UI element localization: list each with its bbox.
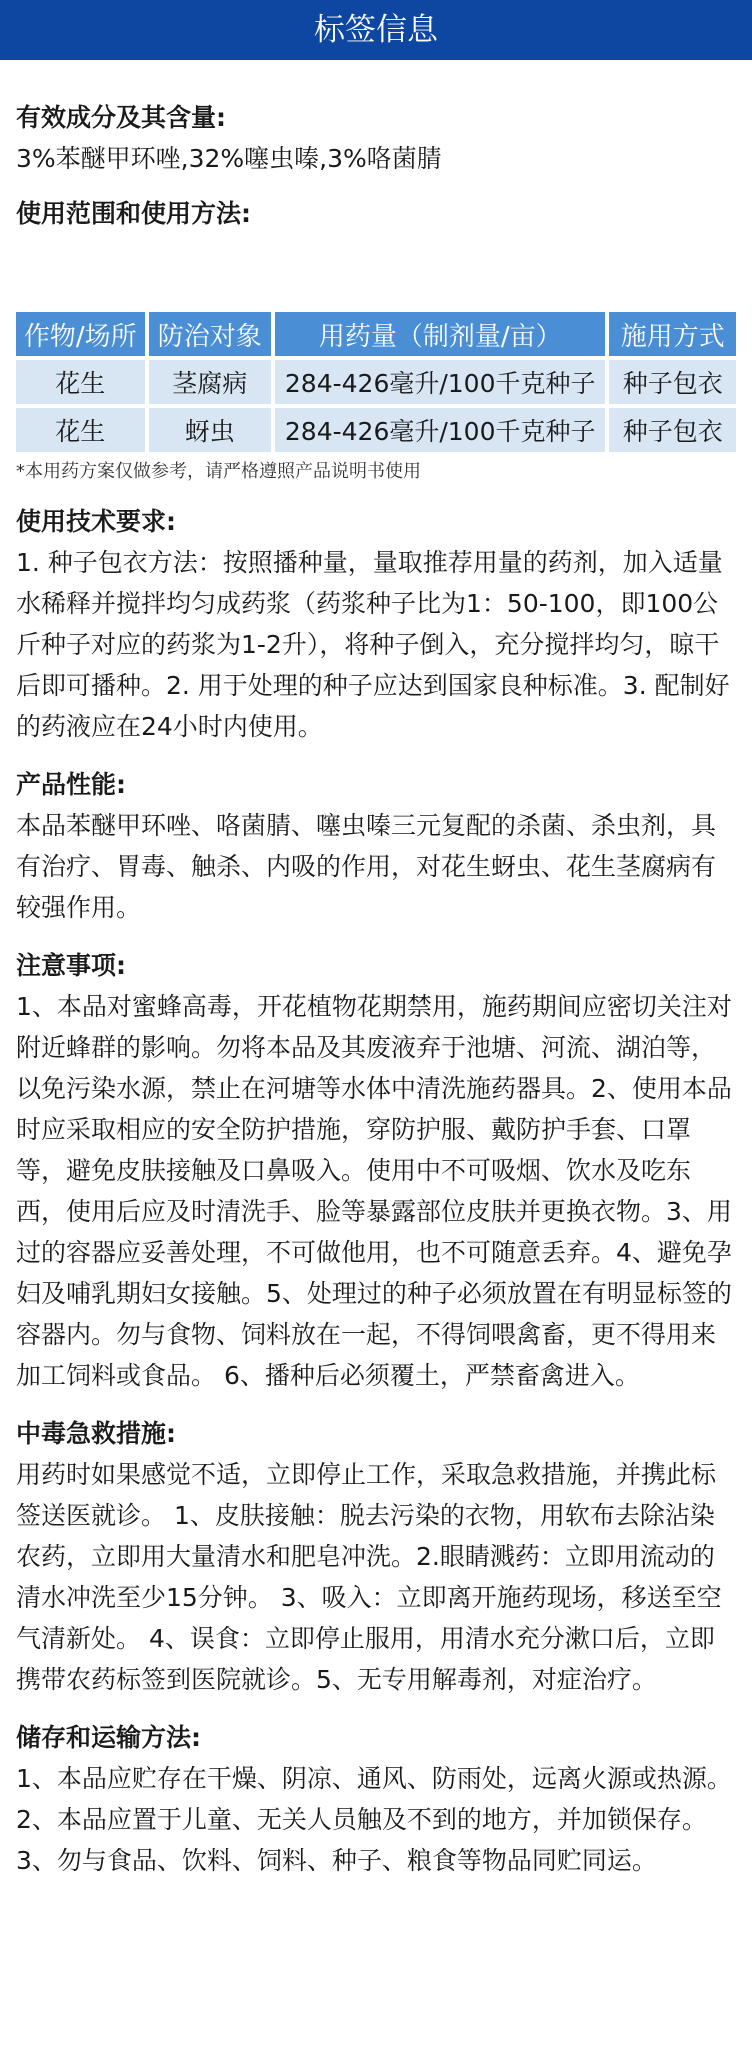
table-cell: 茎腐病 (149, 360, 271, 404)
label-content (0, 98, 752, 1881)
page-header (0, 0, 752, 60)
table-header-cell: 防治对象 (149, 312, 271, 356)
performance-text: 本品苯醚甲环唑、咯菌腈、噻虫嗪三元复配的杀菌、杀虫剂，具有治疗、胃毒、触杀、内吸的作用，对花生蚜虫、花生茎腐病有较强作用。 (16, 811, 717, 922)
notice-title: 注意事项: (16, 951, 126, 980)
performance-title: 产品性能: (16, 770, 126, 799)
firstaid-title: 中毒急救措施: (16, 1419, 176, 1448)
usage-table (12, 308, 740, 456)
storage-text: 1、本品应贮存在干燥、阴凉、通风、防雨处，远离火源或热源。2、本品应置于儿童、无关人员触及不到的地方，并加锁保存。3、勿与食品、饮料、饲料、种子、粮食等物品同贮同运。 (16, 1764, 732, 1875)
table-cell: 蚜虫 (149, 408, 271, 452)
table-cell: 花生 (16, 360, 145, 404)
table-cell: 花生 (16, 408, 145, 452)
firstaid-section (16, 1414, 736, 1700)
firstaid-text: 用药时如果感觉不适，立即停止工作，采取急救措施，并携此标签送医就诊。 1、皮肤接触：脱去污染的衣物，用软布去除沾染农药，立即用大量清水和肥皂冲洗。2.眼睛溅药：立即用流动的清水冲洗至少15分钟。 3、吸入：立即离开施药现场，移送至空气清新处。 4、误食：立即停止服用，用清水充分漱口后，立即携带农药标签到医院就诊。5、无专用解毒剂，对症治疗。 (16, 1460, 722, 1694)
table-cell: 284-426毫升/100千克种子 (275, 360, 606, 404)
table-row (16, 360, 736, 404)
table-header-cell: 用药量（制剂量/亩） (275, 312, 606, 356)
table-cell: 种子包衣 (609, 360, 736, 404)
storage-title: 储存和运输方法: (16, 1723, 201, 1752)
notice-section (16, 946, 736, 1396)
performance-section (16, 765, 736, 928)
page-title: 标签信息 (314, 12, 438, 48)
table-header-row (16, 312, 736, 356)
table-row (16, 408, 736, 452)
table-cell: 284-426毫升/100千克种子 (275, 408, 606, 452)
table-header-cell: 作物/场所 (16, 312, 145, 356)
tech-text: 1. 种子包衣方法：按照播种量，量取推荐用量的药剂，加入适量水稀释并搅拌均匀成药浆（药浆种子比为1：50-100，即100公斤种子对应的药浆为1-2升），将种子倒入，充分搅拌均匀，晾干后即可播种。2. 用于处理的种子应达到国家良种标准。3. 配制好的药液应在24小时内使用。 (16, 548, 730, 741)
table-footnote: *本用药方案仅做参考，请严格遵照产品说明书使用 (16, 461, 421, 482)
ingredients-section (16, 98, 736, 179)
tech-section (16, 502, 736, 747)
usage-section (16, 194, 736, 484)
table-header-cell: 施用方式 (609, 312, 736, 356)
ingredients-title: 有效成分及其含量: (16, 103, 226, 132)
tech-title: 使用技术要求: (16, 507, 176, 536)
ingredients-text: 3%苯醚甲环唑,32%噻虫嗪,3%咯菌腈 (16, 144, 442, 173)
table-cell: 种子包衣 (609, 408, 736, 452)
storage-section (16, 1718, 736, 1881)
notice-text: 1、本品对蜜蜂高毒，开花植物花期禁用，施药期间应密切关注对附近蜂群的影响。勿将本品及其废液弃于池塘、河流、湖泊等，以免污染水源，禁止在河塘等水体中清洗施药器具。2、使用本品时应采取相应的安全防护措施，穿防护服、戴防护手套、口罩等，避免皮肤接触及口鼻吸入。使用中不可吸烟、饮水及吃东西，使用后应及时清洗手、脸等暴露部位皮肤并更换衣物。3、用过的容器应妥善处理，不可做他用，也不可随意丢弃。4、避免孕妇及哺乳期妇女接触。5、处理过的种子必须放置在有明显标签的容器内。勿与食物、饲料放在一起，不得饲喂禽畜，更不得用来加工饲料或食品。 6、播种后必须覆土，严禁畜禽进入。 (16, 992, 732, 1390)
usage-title: 使用范围和使用方法: (16, 199, 251, 228)
